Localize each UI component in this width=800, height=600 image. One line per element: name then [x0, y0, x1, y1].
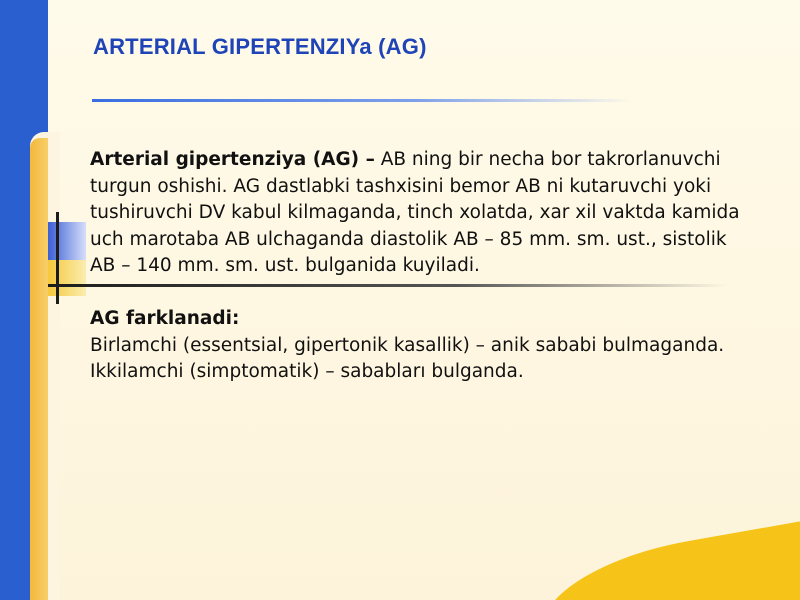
definition-term: Arterial gipertenziya (AG) – — [90, 149, 375, 170]
left-yellow-bar — [30, 138, 48, 600]
decor-vertical-line — [56, 212, 59, 304]
decor-yellow-square — [48, 260, 86, 296]
decor-blue-square — [48, 222, 86, 260]
slide-title: ARTERIAL GIPERTENZIYa (AG) — [93, 34, 427, 59]
decor-horizontal-line — [48, 284, 728, 287]
classification-item-primary: Birlamchi (essentsial, gipertonik kasallik) – anik sababi bulmaganda. — [90, 334, 725, 356]
definition-paragraph — [90, 147, 750, 280]
definition-text: AB ning bir necha bor takrorlanuvchi turgun oshishi. AG dastlabki tashxisini bemor AB ni kutaruvchi yoki tushiruvchi DV kabul kilmaganda, tinch xolatda, xar xil vaktda kamida uch marotaba AB ulchaganda diastolik AB – 85 mm. sm. ust., sistolik AB – 140 mm. sm. ust. bulganida kuyiladi. — [90, 149, 740, 276]
classification-heading: AG farklanadi: — [90, 308, 240, 329]
slide-body — [90, 147, 750, 386]
classification-item-secondary: Ikkilamchi (simptomatik) – sababları bulganda. — [90, 361, 524, 382]
corner-yellow-swoosh — [531, 513, 800, 600]
title-underline — [92, 99, 632, 102]
